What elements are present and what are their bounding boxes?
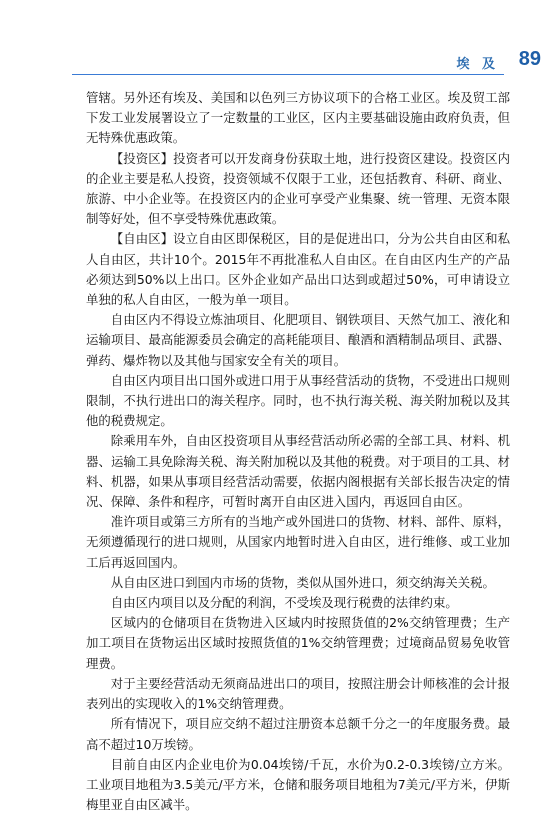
paragraph: 除乘用车外，自由区投资项目从事经营活动所必需的全部工具、材料、机器、运输工具免除海关税、海关附加税以及其他的税费。对于项目的工具、材料、机器，如果从事项目经营活动需要，依据内阁根据有关部长报告决定的情况、保障、条件和程序，可暂时离开自由区进入国内，再返回自由区。 bbox=[86, 433, 510, 510]
paragraph: 目前自由区内企业电价为0.04埃镑/千瓦，水价为0.2-0.3埃镑/立方米。工业项目地租为3.5美元/平方米，仓储和服务项目地租为7美元/平方米，伊斯梅里亚自由区减半。 bbox=[86, 756, 510, 813]
paragraph: 对于主要经营活动无须商品进出口的项目，按照注册会计师核准的会计报表列出的实现收入的1%交纳管理费。 bbox=[86, 675, 510, 712]
paragraph: 从自由区进口到国内市场的货物，类似从国外进口，须交纳海关关税。 bbox=[110, 574, 495, 590]
paragraph-free-zone: 【自由区】设立自由区即保税区，目的是促进出口，分为公共自由区和私人自由区，共计10个。2015年不再批准私人自由区。在自由区内生产的产品必须达到50%以上出口。区外企业如产品出口达到或超过50%，可申请设立单独的私人自由区，一般为单一项目。 bbox=[86, 231, 510, 308]
paragraph: 区域内的仓储项目在货物进入区域内时按照货值的2%交纳管理费；生产加工项目在货物运出区域时按照货值的1%交纳管理费；过境商品贸易免收管理费。 bbox=[86, 615, 510, 671]
paragraph: 管辖。另外还有埃及、美国和以色列三方协议项下的合格工业区。埃及贸工部下发工业发展署设立了一定数量的工业区，区内主要基础设施由政府负责，但无特殊优惠政策。 bbox=[86, 90, 510, 146]
paragraph: 自由区内项目出口国外或进口用于从事经营活动的货物，不受进出口规则限制，不执行进出口的海关程序。同时，也不执行海关税、海关附加税以及其他的税费规定。 bbox=[86, 372, 510, 429]
paragraph: 所有情况下，项目应交纳不超过注册资本总额千分之一的年度服务费。最高不超过10万埃镑。 bbox=[86, 716, 510, 752]
page-number: 89 bbox=[518, 48, 541, 70]
body-text bbox=[86, 88, 510, 815]
paragraph: 准许项目或第三方所有的当地产或外国进口的货物、材料、部件、原料，无须遵循现行的进口规则，从国家内地暂时进入自由区，进行维修、或工业加工后再返回国内。 bbox=[86, 514, 510, 570]
paragraph: 自由区内项目以及分配的利润，不受埃及现行税费的法律约束。 bbox=[110, 595, 458, 611]
header-rule bbox=[72, 74, 504, 75]
page-header bbox=[0, 50, 559, 84]
section-title: 埃 及 bbox=[456, 57, 499, 72]
paragraph: 自由区内不得设立炼油项目、化肥项目、钢铁项目、天然气加工、液化和运输项目、最高能源委员会确定的高耗能项目、酿酒和酒精制品项目、武器、弹药、爆炸物以及其他与国家安全有关的项目。 bbox=[86, 312, 510, 368]
paragraph-investment-zone: 【投资区】投资者可以开发商身份获取土地，进行投资区建设。投资区内的企业主要是私人投资，投资领域不仅限于工业，还包括教育、科研、商业、旅游、中小企业等。在投资区内的企业可享受产业集聚、统一管理、无资本限制等好处，但不享受特殊优惠政策。 bbox=[86, 150, 510, 227]
